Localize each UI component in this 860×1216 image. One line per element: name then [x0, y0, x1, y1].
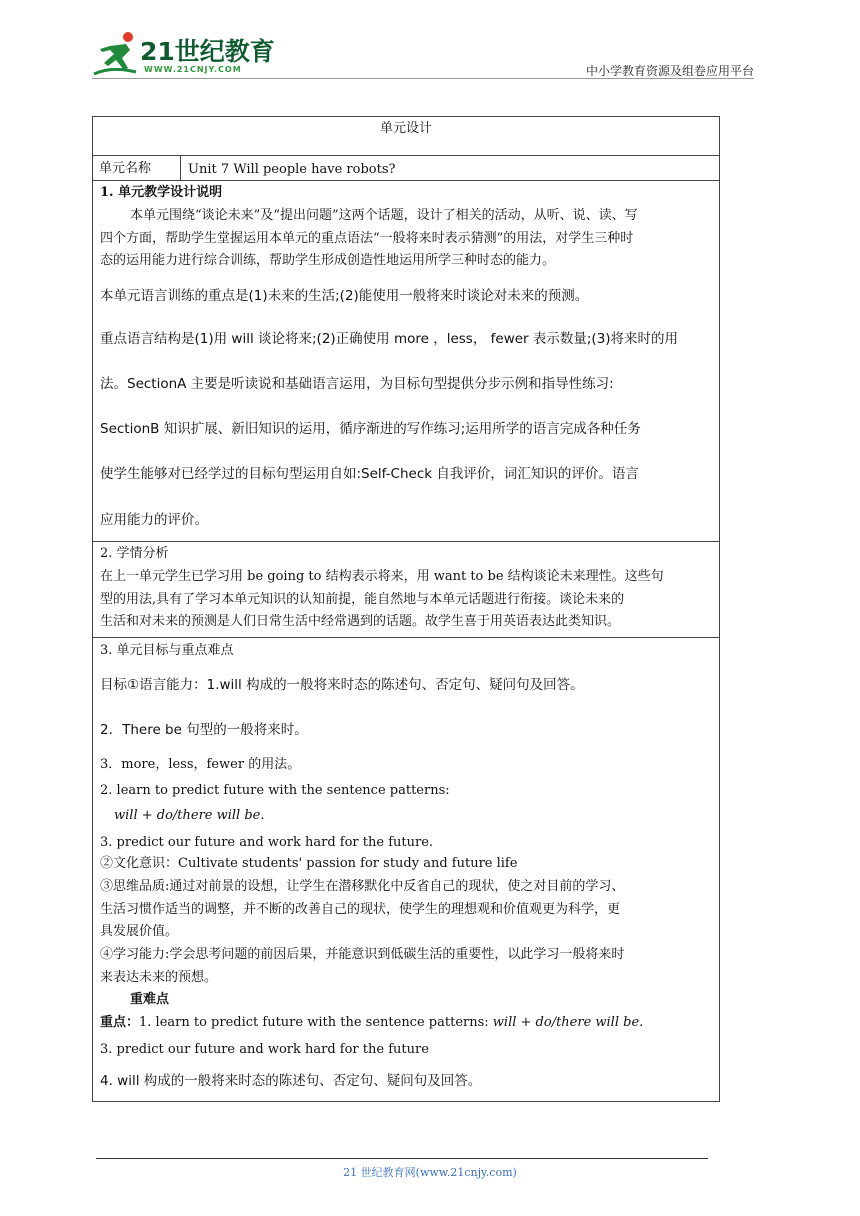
table-title: 单元设计 [379, 121, 432, 136]
key-point-label: 重点： [100, 1015, 140, 1030]
section-2-heading: 2. 学情分析 [100, 546, 169, 561]
self-check-text: 使学生能够对已经学过的目标句型运用自如:Self-Check 自我评价，词汇知识的评价。语言 [100, 466, 639, 482]
row-divider [92, 541, 720, 542]
runner-logo-icon [92, 28, 144, 80]
key-point-line [100, 1012, 643, 1034]
header-divider [92, 78, 754, 79]
goal-future: 3. predict our future and work hard for the future. [100, 835, 434, 850]
ability-text: 应用能力的评价。 [100, 512, 208, 528]
goal-language: 目标①语言能力：1.will 构成的一般将来时态的陈述句、否定句、疑问句及回答。 [100, 677, 584, 693]
intro-line-3: 态的运用能力进行综合训练，帮助学生形成创造性地运用所学三种时态的能力。 [100, 253, 556, 268]
key-difficulty-heading: 重难点 [130, 992, 170, 1007]
row-divider [92, 637, 720, 638]
training-focus: 本单元语言训练的重点是(1)未来的生活;(2)能使用一般将来时谈论对未来的预测。 [100, 288, 589, 304]
footer-link[interactable]: 21 世纪教育网(www.21cnjy.com) [343, 1166, 517, 1179]
section-3-heading: 3. 单元目标与重点难点 [100, 643, 234, 658]
goal-quantity: 3．more，less，fewer 的用法。 [100, 757, 301, 772]
intro-line-2: 四个方面，帮助学生堂握运用本单元的重点语法“一般将来时表示猜测”的用法，对学生三种时 [100, 231, 634, 246]
analysis-line-3: 生活和对未来的预测是人们日常生活中经常遇到的话题。故学生喜于用英语表达此类知识。 [100, 614, 621, 629]
row-divider [92, 155, 720, 156]
analysis-line-1: 在上一单元学生已学习用 be going to 结构表示将来，用 want to be 结构谈论未来理性。这些句 [100, 569, 664, 584]
key-point-4: 4. will 构成的一般将来时态的陈述句、否定句、疑问句及回答。 [100, 1073, 482, 1089]
logo-url: WWW.21CNJY.COM [144, 65, 242, 74]
goal-there-be: 2．There be 句型的一般将来时。 [100, 722, 308, 738]
section-1-heading: 1. 单元教学设计说明 [100, 185, 223, 200]
key-point-pattern: will + do/there will be. [492, 1015, 644, 1030]
page-header [0, 0, 860, 90]
learning-line-2: 来表达未来的预想。 [100, 970, 218, 985]
key-point-text: 1. learn to predict future with the sentence patterns: [139, 1015, 493, 1030]
section-b-text: SectionB 知识扩展、新旧知识的运用，循序渐进的写作练习;运用所学的语言完成各种任务 [100, 421, 641, 437]
thinking-line-1: ③思维品质:通过对前景的设想，让学生在潜移默化中反省自己的现状，使之对目前的学习、 [100, 879, 625, 894]
row-divider [92, 180, 720, 181]
thinking-line-2: 生活习惯作适当的调整，并不断的改善自己的现状，使学生的理想观和价值观更为科学，更 [100, 902, 621, 917]
unit-name-value: Unit 7 Will people have robots? [188, 162, 396, 177]
goal-predict: 2. learn to predict future with the sentence patterns: [100, 783, 450, 798]
footer-divider [96, 1158, 708, 1159]
culture-goal: ②文化意识：Cultivate students' passion for study and future life [100, 856, 518, 871]
learning-line-1: ④学习能力:学会思考问题的前因后果，并能意识到低碳生活的重要性，以此学习一般将来时 [100, 947, 625, 962]
analysis-line-2: 型的用法,具有了学习本单元知识的认知前提，能自然地与本单元话题进行衔接。谈论未来的 [100, 592, 625, 607]
column-divider [180, 155, 181, 180]
unit-name-label: 单元名称 [99, 161, 152, 176]
thinking-line-3: 具发展价值。 [100, 924, 179, 939]
logo-text: 21世纪教育 [140, 37, 275, 66]
platform-name: 中小学教育资源及组卷应用平台 [585, 64, 754, 78]
goal-pattern: will + do/there will be. [114, 808, 265, 823]
key-point-3: 3. predict our future and work hard for the future [100, 1042, 429, 1057]
key-structure: 重点语言结构是(1)用 will 谈论将来;(2)正确使用 more ，less， fewer 表示数量;(3)将来时的用 [100, 331, 679, 347]
key-structure-cont: 法。SectionA 主要是听读说和基础语言运用，为目标句型提供分步示例和指导性练习: [100, 376, 614, 392]
intro-line-1: 本单元围绕“谈论未来”及“提出问题”这两个话题，设计了相关的活动，从听、说、读、写 [130, 208, 638, 223]
site-logo[interactable] [92, 28, 275, 80]
